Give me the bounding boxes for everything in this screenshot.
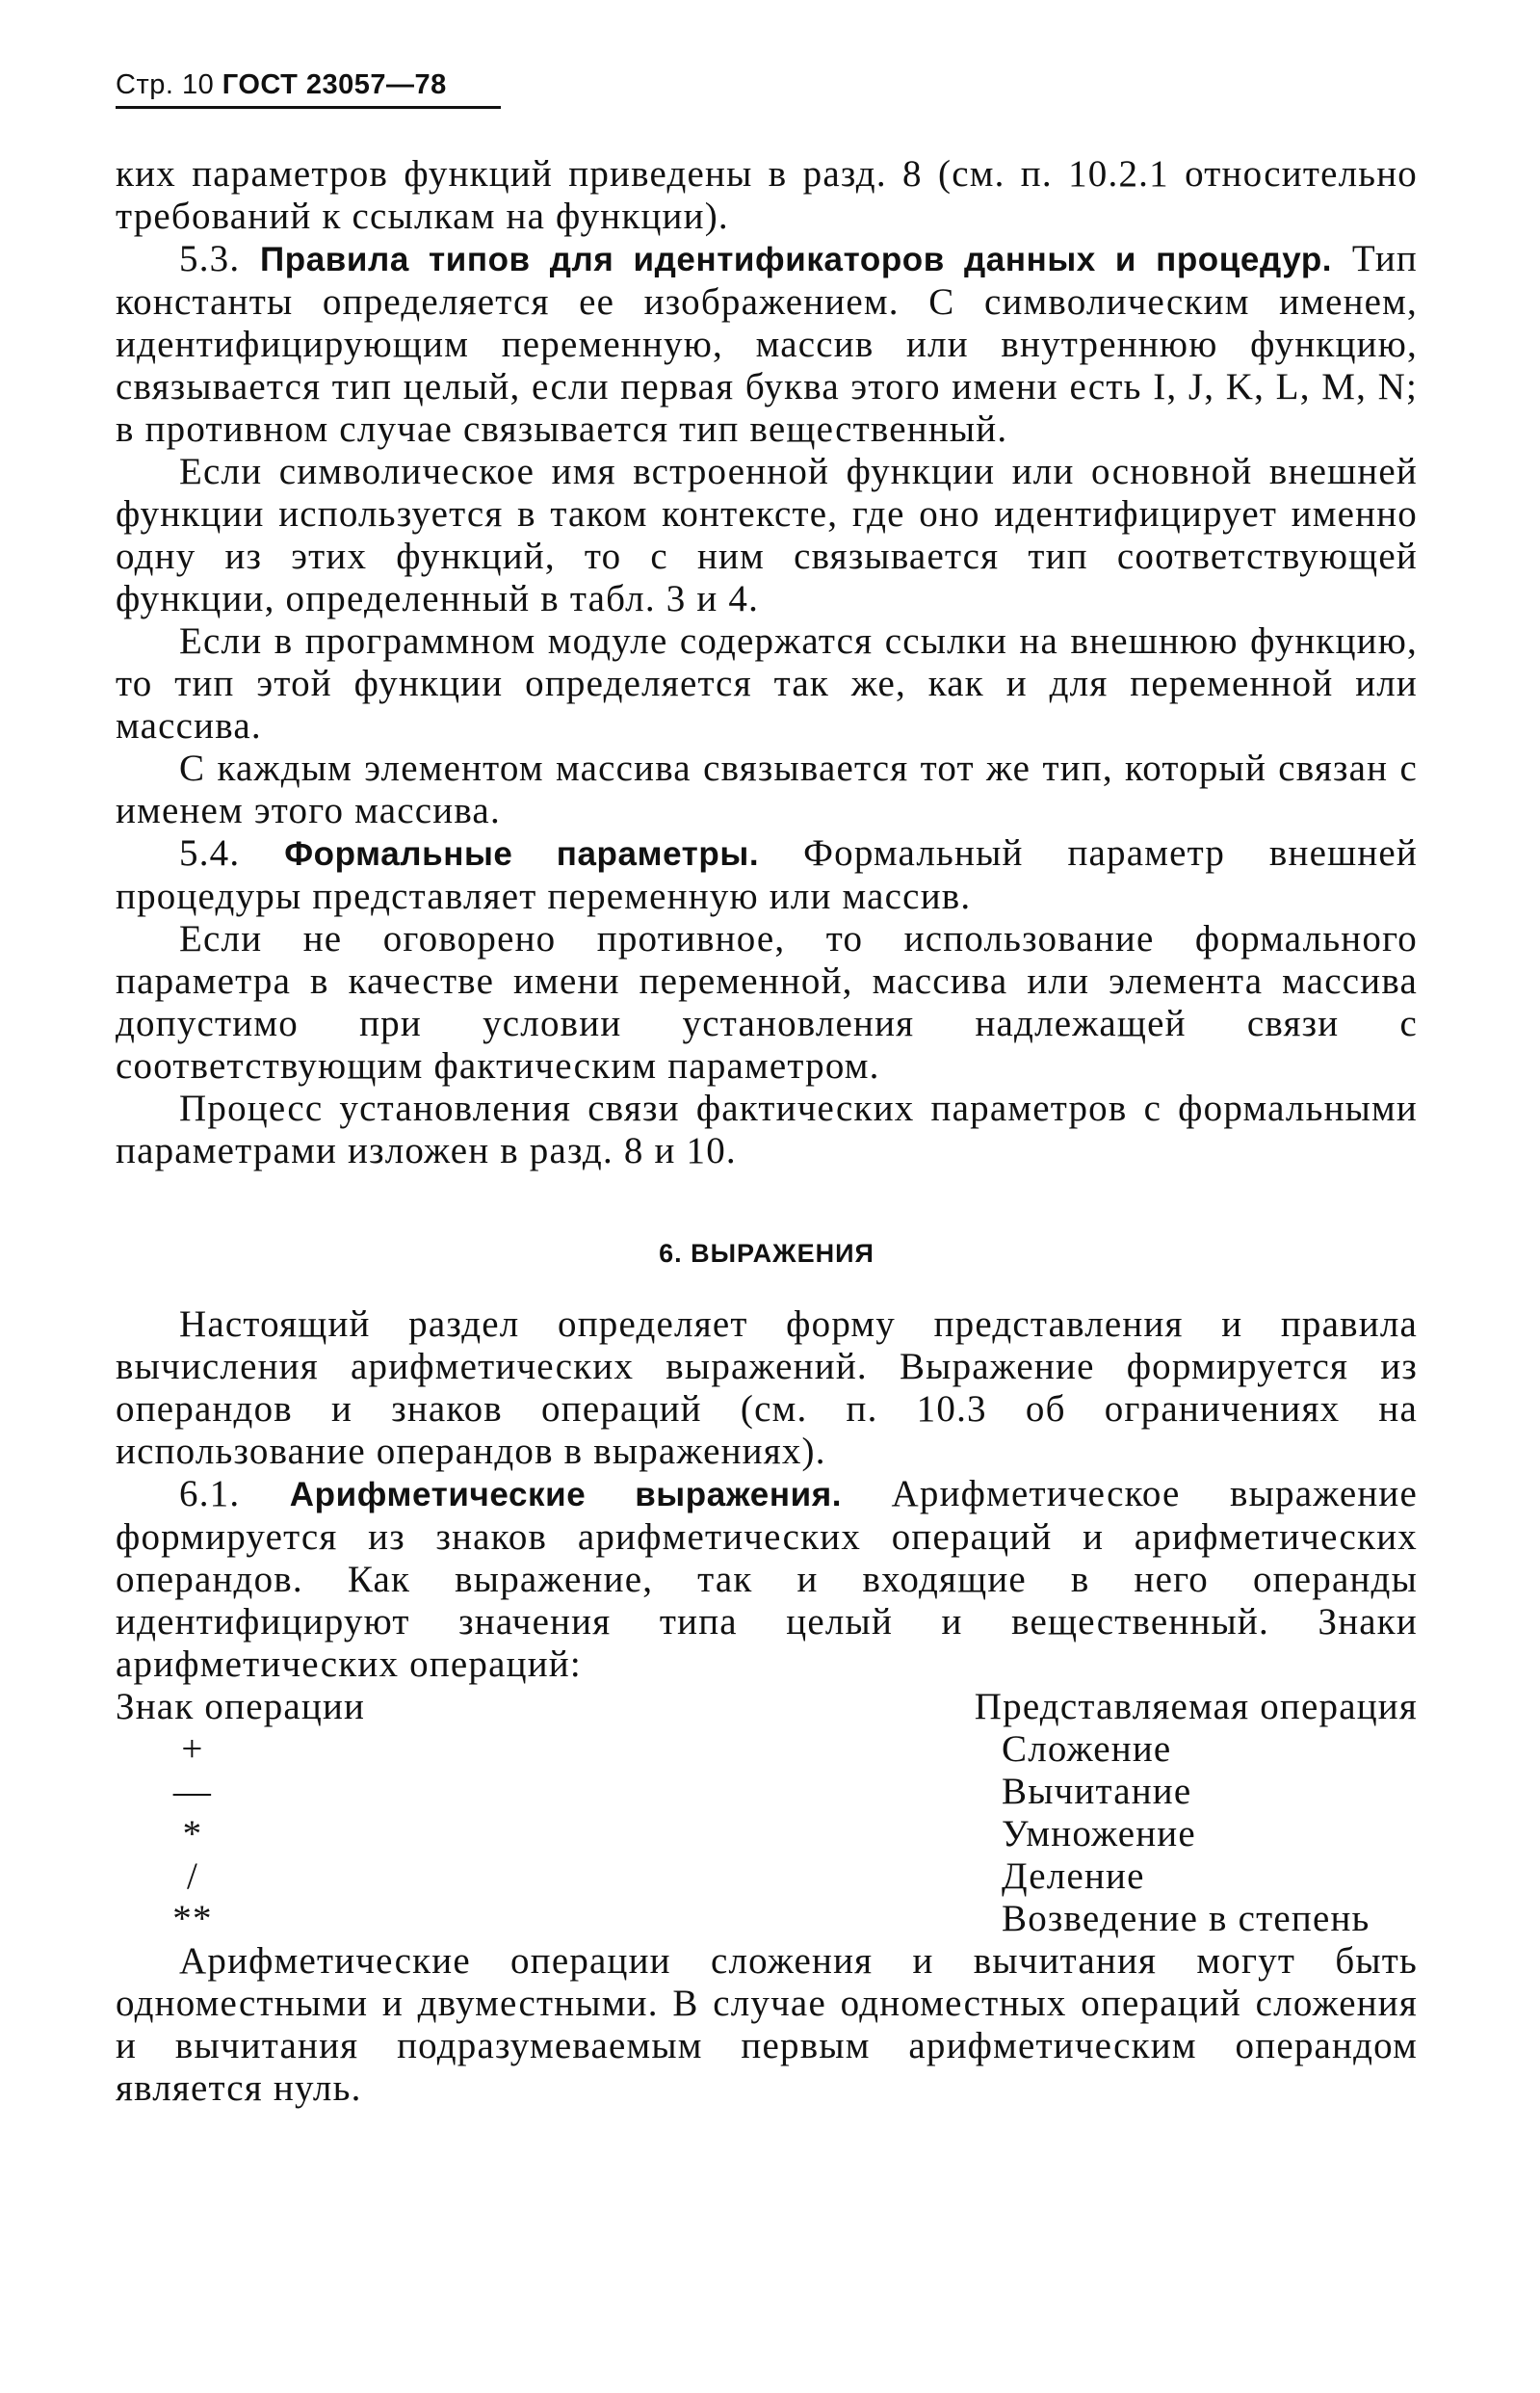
operation-name: Деление [1002,1855,1145,1897]
clause-5-3 [116,238,1418,451]
page-number: Стр. 10 [116,69,215,100]
paragraph: Если символическое имя встроенной функции или основной внешней функции используется в таком контексте, где оно идентифицирует именно одну из этих функций, то с ним связывается тип соответствующей функции, определенный в табл. 3 и 4. [116,451,1418,619]
paragraph: Если не оговорено противное, то использование формального параметра в качестве имени переменной, массива или элемента массива допустимо при условии установления надлежащей связи с соответствующим фактическим параметром. [116,918,1418,1087]
clause-text: Арифметическое выражение формируется из знаков арифметических операций и арифметических операндов. Как выражение, так и входящие в него операнды идентифицируют значения типа целый и вещественный. Знаки арифметических операций: [116,1473,1418,1685]
operation-name: Возведение в степень [1002,1898,1370,1939]
paragraph: Если в программном модуле содержатся ссылки на внешнюю функцию, то тип этой функции определяется так же, как и для переменной или массива. [116,620,1418,747]
table-row [116,1728,1418,1771]
operation-name: Умножение [1002,1813,1196,1854]
clause-6-1 [116,1473,1418,1686]
body-text [116,153,1418,2110]
operation-sign: + [181,1728,204,1770]
table-row [116,1771,1418,1813]
paragraph: С каждым элементом массива связывается тот же тип, который связан с именем этого массива. [116,748,1418,831]
clause-text: Формальный параметр внешней процедуры представляет переменную или массив. [116,832,1419,917]
clause-title: Правила типов для идентификаторов данных и процедур. [260,241,1333,278]
closing-paragraph: Арифметические операции сложения и вычитания могут быть одноместными и двуместными. В случае одноместных операций сложения и вычитания подразумеваемым первым арифметическим операндом является нуль. [116,1940,1418,2109]
operation-name: Вычитание [1002,1771,1192,1812]
paragraph: Процесс установления связи фактических параметров с формальными параметрами изложен в разд. 8 и 10. [116,1088,1418,1171]
document-page [116,66,1418,2110]
table-row [116,1898,1418,1940]
table-row [116,1813,1418,1855]
section-intro: Настоящий раздел определяет форму представления и правила вычисления арифметических выражений. Выражение формируется из операндов и знаков операций (см. п. 10.3 об ограничениях на использование операндов в выражениях). [116,1303,1418,1472]
page-header [116,66,501,109]
column-header-sign: Знак операции [116,1686,366,1727]
ops-table [116,1728,1418,1940]
clause-title: Формальные параметры. [284,835,760,873]
column-header-operation: Представляемая операция [974,1686,1418,1727]
operation-sign: / [186,1855,199,1897]
operation-sign: * [182,1813,203,1854]
clause-text: Тип константы определяется ее изображением. С символическим именем, идентифицирующим переменную, массив или внутреннюю функцию, связывается тип целый, если первая буква этого имени есть I, J, K, L, M, N; в противном случае связывается тип вещественный. [116,238,1419,450]
clause-5-4 [116,832,1418,918]
clause-number: 5.3. [179,238,241,279]
clause-number: 5.4. [179,832,241,874]
operation-sign: ** [172,1898,213,1939]
clause-title: Арифметические выражения. [289,1476,843,1513]
clause-number: 6.1. [179,1473,241,1514]
paragraph-continuation: ких параметров функций приведены в разд. 8 (см. п. 10.2.1 относительно требований к ссылкам на функции). [116,153,1418,237]
section-title: 6. ВЫРАЖЕНИЯ [659,1239,874,1268]
operation-name: Сложение [1002,1728,1172,1770]
table-row [116,1855,1418,1898]
ops-table-header [116,1686,1418,1728]
operation-sign: — [172,1771,213,1812]
standard-id: ГОСТ 23057—78 [222,69,447,100]
